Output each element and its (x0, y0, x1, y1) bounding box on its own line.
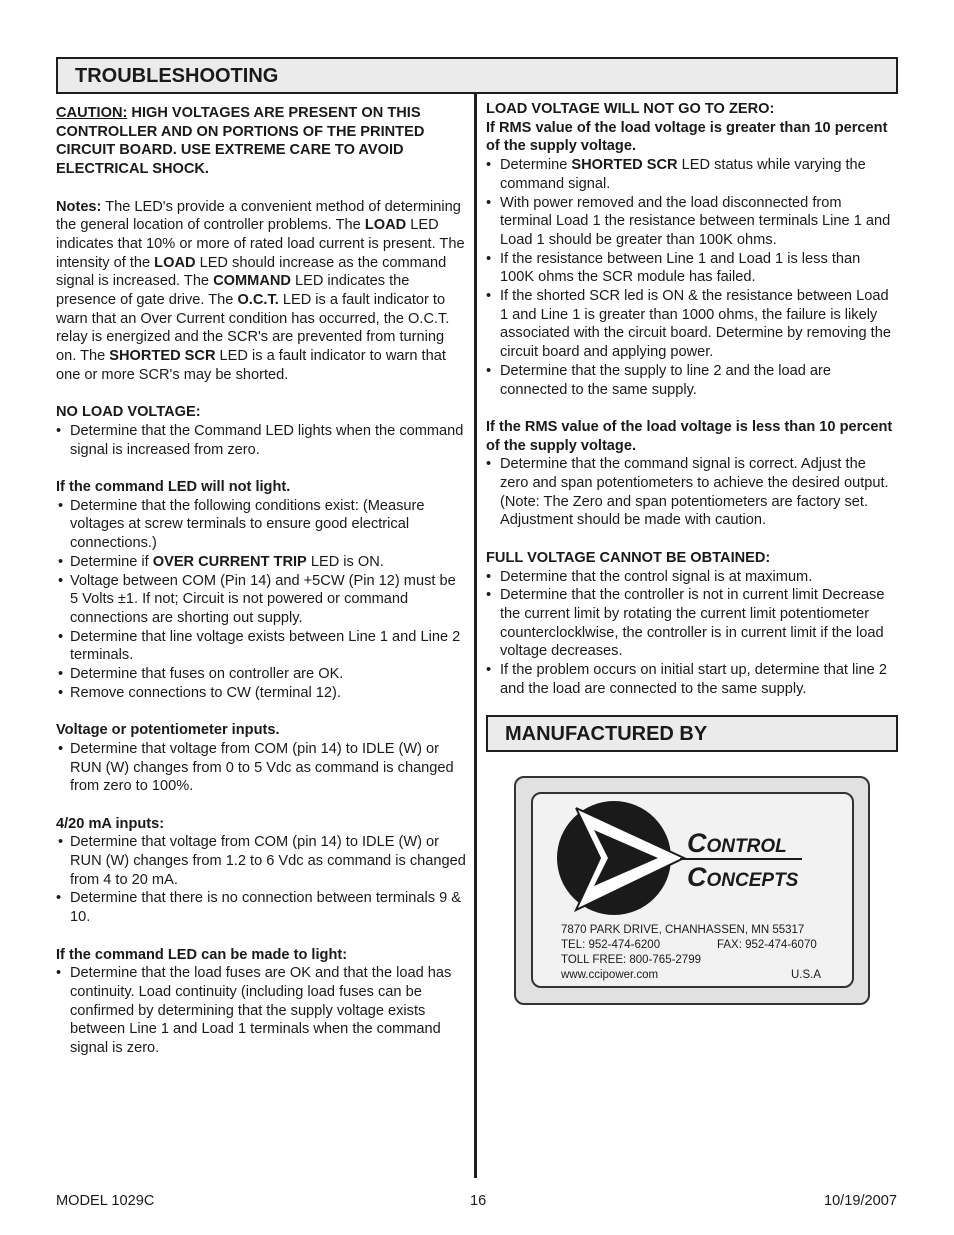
no-load-heading: NO LOAD VOLTAGE: (56, 404, 201, 421)
item-bold: OVER CURRENT TRIP (152, 553, 307, 570)
notes-paragraph (56, 198, 466, 385)
item-text: LED is ON. (306, 553, 384, 570)
item-text: Determine if (70, 553, 153, 570)
troubleshooting-header (56, 57, 898, 94)
notes-text: LED should increase as the command signal is increased. The (56, 254, 447, 290)
notes-bold: COMMAND (213, 273, 291, 290)
item-text: Determine (500, 157, 572, 174)
list-item: • If the problem occurs on initial start up, determine that line 2 and the load are connected to the same supply. (486, 661, 896, 698)
full-voltage-heading: FULL VOLTAGE CANNOT BE OBTAINED: (486, 549, 771, 566)
country-label: U.S.A (791, 969, 822, 981)
list-item: • Determine that voltage from COM (pin 14) to IDLE (W) or RUN (W) changes from 1.2 to 6 Vdc as command is changed from 4 to 20 mA. (56, 833, 466, 889)
left-column (56, 104, 466, 1058)
brand-underline (680, 858, 802, 860)
fax-line: FAX: 952-474-6070 (717, 939, 817, 951)
ma-inputs-heading: 4/20 mA inputs: (56, 815, 165, 832)
toll-free-line: TOLL FREE: 800-765-2799 (561, 954, 701, 966)
not-zero-subheading: If RMS value of the load voltage is greater than 10 percent of the supply voltage. (486, 119, 888, 155)
brand-control (687, 830, 787, 857)
list-item: • Determine that the load fuses are OK and that the load has continuity. Load continuity (including load fuses can be confirmed by determining that the supply voltage exists between Line 1 and Load 1 terminals when the command signal is zero. (56, 964, 466, 1058)
cmd-not-light-list (56, 497, 466, 703)
footer-date: 10/19/2007 (823, 1193, 897, 1209)
pot-inputs-heading: Voltage or potentiometer inputs. (56, 722, 280, 739)
cmd-can-light-list (56, 964, 466, 1058)
brand-concepts (687, 864, 798, 891)
list-item: • Determine that the controller is not in current limit Decrease the current limit by rotating the current limit potentiometer counterclocklwise, the controller is in current limit if the load voltage decreases. (486, 586, 896, 661)
notes-text: LED indicates the presence of gate drive. The (56, 273, 410, 309)
item-text: LED status while varying the command signal. (500, 157, 866, 192)
manufactured-by-header (486, 715, 898, 752)
list-item: • Determine that the control signal is at maximum. (486, 568, 896, 587)
notes-text: The LED's provide a convenient method of determining the general location of controller problems. The (56, 198, 461, 234)
list-item: • Remove connections to CW (terminal 12). (56, 684, 466, 703)
column-divider (474, 93, 477, 1178)
troubleshooting-title: TROUBLESHOOTING (75, 64, 279, 87)
tel-line: TEL: 952-474-6200 (561, 939, 661, 951)
list-item: • Determine that line voltage exists between Line 1 and Line 2 terminals. (56, 628, 466, 665)
notes-bold: O.C.T. (237, 292, 279, 309)
list-item (486, 156, 896, 193)
notes-bold: SHORTED SCR (109, 348, 216, 365)
footer-model: MODEL 1029C (56, 1193, 155, 1209)
list-item: • Voltage between COM (Pin 14) and +5CW (Pin 12) must be 5 Volts ±1. If not; Circuit is not powered or command connections are shorting out supply. (56, 572, 466, 628)
list-item: • Determine that the supply to line 2 and the load are connected to the same supply. (486, 362, 896, 399)
not-zero-list (486, 156, 896, 399)
less-than-heading: If the RMS value of the load voltage is less than 10 percent of the supply voltage. (486, 418, 893, 454)
brand-rest: ONTROL (706, 836, 787, 857)
list-item: • With power removed and the load disconnected from terminal Load 1 the resistance between terminals Line 1 and Load 1 should be greater than 100K ohms. (486, 194, 896, 250)
full-voltage-list (486, 568, 896, 699)
website-link[interactable]: www.ccipower.com (561, 969, 659, 981)
caution-paragraph (56, 104, 466, 179)
list-item: • Determine that the command signal is correct. Adjust the zero and span potentiometers to achieve the desired output. (Note: The Zero and span potentiometers are factory set. Adjustment should be made with caution. (486, 455, 896, 530)
control-concepts-logo-icon (554, 800, 689, 920)
brand-rest: ONCEPTS (706, 870, 799, 891)
list-item: • Determine that fuses on controller are OK. (56, 665, 466, 684)
notes-label: Notes: (56, 198, 102, 215)
not-zero-heading: LOAD VOLTAGE WILL NOT GO TO ZERO: (486, 101, 775, 117)
notes-bold: LOAD (154, 254, 196, 271)
caution-text: HIGH VOLTAGES ARE PRESENT ON THIS CONTROLLER AND ON PORTIONS OF THE PRINTED CIRCUIT BOARD. USE EXTREME CARE TO AVOID ELECTRICAL SHOCK. (56, 105, 425, 178)
cmd-can-light-heading: If the command LED can be made to light: (56, 946, 348, 963)
less-than-list (486, 455, 896, 530)
cmd-not-light-heading: If the command LED will not light. (56, 479, 291, 496)
ma-inputs-list-2 (56, 889, 466, 926)
list-item: • Determine that the Command LED lights when the command signal is increased from zero. (56, 422, 466, 459)
ma-inputs-list (56, 833, 466, 889)
list-item: • Determine that the following conditions exist: (Measure voltages at screw terminals to ensure good electrical connections.) (56, 497, 466, 553)
brand-initial: C (687, 862, 707, 892)
notes-text: LED is a fault indicator to warn that one or more SCR's may be shorted. (56, 348, 446, 383)
right-column (486, 100, 896, 698)
notes-text: LED is a fault indicator to warn that an Over Current condition has occurred, the O.C.T. relay is energized and the SCR's are prevented from turning on. The (56, 292, 450, 365)
address-line: 7870 PARK DRIVE, CHANHASSEN, MN 55317 (561, 924, 805, 936)
item-bold: SHORTED SCR (571, 157, 678, 174)
brand-initial: C (687, 828, 707, 858)
caution-label: CAUTION: (56, 105, 128, 121)
list-item: • If the shorted SCR led is ON & the resistance between Load 1 and Line 1 is greater than 1000 ohms, the failure is likely associated with the circuit board. Determine by removing the circuit board and applying power. (486, 287, 896, 362)
pot-inputs-list (56, 740, 466, 796)
notes-text: LED indicates that 10% or more of rated load current is present. The intensity of the (56, 217, 465, 271)
list-item: • If the resistance between Line 1 and Load 1 is less than 100K ohms the SCR module has failed. (486, 250, 896, 287)
manufactured-by-title: MANUFACTURED BY (505, 722, 708, 745)
list-item: • Determine that voltage from COM (pin 14) to IDLE (W) or RUN (W) changes from 0 to 5 Vdc as command is changed from zero to 100%. (56, 740, 466, 796)
list-item: • Determine that there is no connection between terminals 9 & 10. (56, 889, 466, 926)
notes-bold: LOAD (364, 217, 407, 234)
no-load-list (56, 422, 466, 459)
footer-page-number: 16 (470, 1193, 487, 1209)
list-item (56, 553, 466, 572)
